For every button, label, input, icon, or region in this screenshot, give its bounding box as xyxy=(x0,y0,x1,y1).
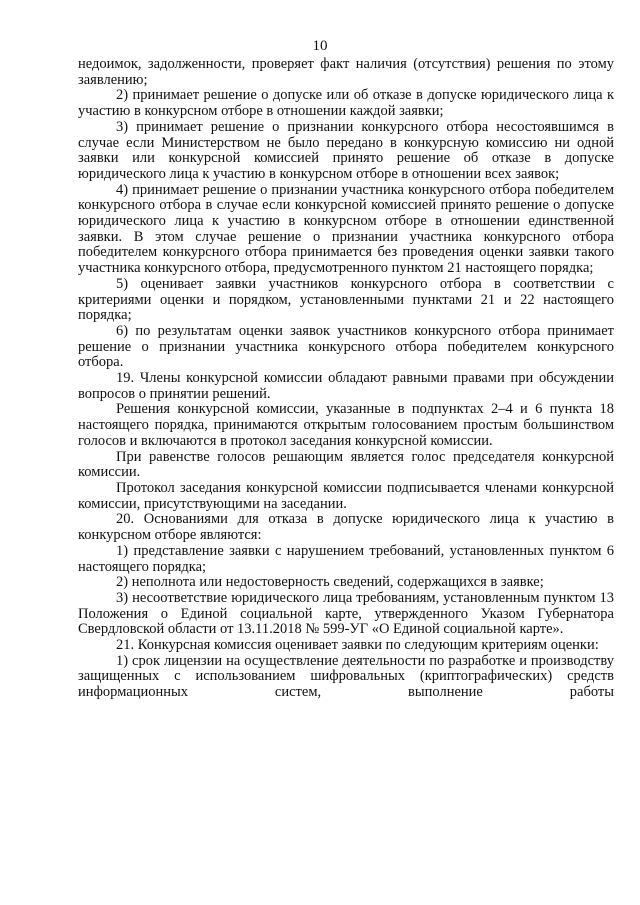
paragraph-refusal-3: 3) несоответствие юридического лица требованиям, установленным пунктом 13 Положения о Единой социальной карте, утвержденного Указом Губернатора Свердловской области от 13.11.2018 № 599-УГ «О Единой социальной карте». xyxy=(78,589,614,638)
paragraph-item-6: 6) по результатам оценки заявок участников конкурсного отбора принимает решение о признании участника конкурсного отбора победителем конкурсного отбора. xyxy=(78,322,614,371)
paragraph-item-5: 5) оценивает заявки участников конкурсного отбора в соответствии с критериями оценки и порядком, установленными пунктами 21 и 22 настоящего порядка; xyxy=(78,275,614,324)
paragraph-continuation: недоимок, задолженности, проверяет факт наличия (отсутствия) решения по этому заявлению; xyxy=(78,56,614,88)
paragraph-decisions: Решения конкурсной комиссии, указанные в подпунктах 2–4 и 6 пункта 18 настоящего порядка, принимаются открытым голосованием простым большинством голосов и включаются в протокол заседания конкурсной комиссии. xyxy=(78,401,614,449)
page-number: 10 xyxy=(312,38,328,54)
paragraph-item-4: 4) принимает решение о признании участника конкурсного отбора победителем конкурсного отбора в случае если конкурсной комиссией принято решение о допуске юридического лица к участию в конкурсном отборе в отношении единственной заявки. В этом случае решение о признании участника конкурсного отбора победителем конкурсного отбора принимается без проведения оценки заявки такого участника конкурсного отбора, предусмотренного пунктом 21 настоящего порядка; xyxy=(78,181,614,277)
paragraph-refusal-2: 2) неполнота или недостоверность сведений, содержащихся в заявке; xyxy=(116,574,544,591)
paragraph-clause-19: 19. Члены конкурсной комиссии обладают равными правами при обсуждении вопросов о принятии решений. xyxy=(78,370,614,402)
paragraph-criterion-1: 1) срок лицензии на осуществление деятельности по разработке и производству защищенных с использованием шифровальных (криптографических) средств информационных систем, выполнение работы xyxy=(78,652,614,701)
document-body xyxy=(78,57,614,701)
paragraph-protocol: Протокол заседания конкурсной комиссии подписывается членами конкурсной комиссии, присутствующими на заседании. xyxy=(78,479,614,512)
paragraph-item-2: 2) принимает решение о допуске или об отказе в допуске юридического лица к участию в конкурсном отборе в отношении каждой заявки; xyxy=(78,87,614,120)
paragraph-tie-vote: При равенстве голосов решающим является голос председателя конкурсной комиссии. xyxy=(78,448,614,481)
paragraph-clause-21: 21. Конкурсная комиссия оценивает заявки по следующим критериям оценки: xyxy=(116,637,599,654)
paragraph-item-3: 3) принимает решение о признании конкурсного отбора несостоявшимся в случае если Министерством не было передано в конкурсную комиссию ни одной заявки или конкурсной комиссией принято решение об отказе в допуске юридического лица к участию в конкурсном отборе в отношении всех заявок; xyxy=(78,118,614,182)
paragraph-clause-20: 20. Основаниями для отказа в допуске юридического лица к участию в конкурсном отборе являются: xyxy=(78,511,614,544)
paragraph-refusal-1: 1) представление заявки с нарушением требований, установленных пунктом 6 настоящего порядка; xyxy=(78,542,614,575)
